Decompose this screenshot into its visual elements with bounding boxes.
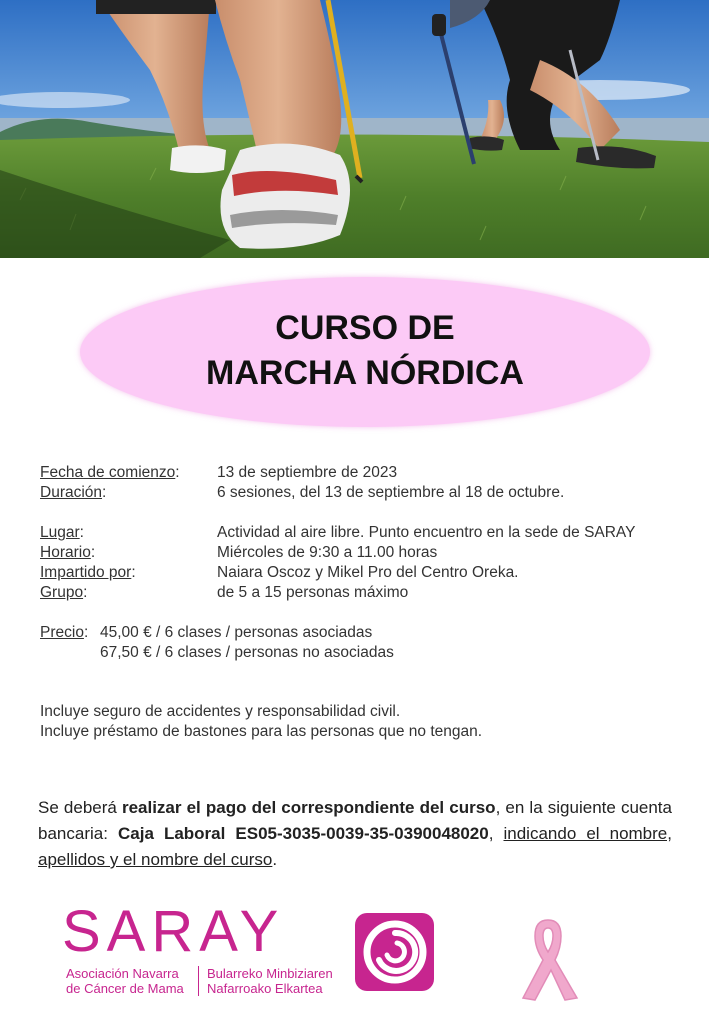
- payment-instructions: indicando el nombre, apellidos y el nombre del curso: [38, 824, 672, 869]
- title-line-1: CURSO DE: [275, 309, 455, 347]
- assoc-eu-line-2: Nafarroako Elkartea: [207, 981, 323, 996]
- lugar-row-label: Lugar:: [40, 524, 84, 541]
- payment-text-2: , en la siguiente cuenta bancaria:: [38, 798, 672, 843]
- lugar-value: Actividad al aire libre. Punto encuentro en la sede de SARAY: [217, 524, 636, 541]
- fecha-value: 13 de septiembre de 2023: [217, 464, 398, 481]
- nordic-walking-photo: [0, 0, 709, 258]
- duracion-label: Duración: [40, 484, 103, 501]
- page-title: [80, 306, 650, 396]
- grupo-value: de 5 a 15 personas máximo: [217, 584, 409, 601]
- horario-row-label: Horario:: [40, 544, 96, 561]
- duracion-row-label: Duración:: [40, 484, 107, 501]
- payment-text-1: Se deberá: [38, 798, 122, 817]
- precio-row-label: Precio:: [40, 624, 89, 641]
- payment-paragraph: [38, 795, 672, 873]
- payment-text-3: ,: [488, 824, 504, 843]
- grupo-row-label: Grupo:: [40, 584, 88, 601]
- bank-account: Caja Laboral ES05-3035-0039-35-0390048020: [117, 824, 489, 843]
- assoc-eu-line-1: Bularreko Minbiziaren: [207, 966, 333, 981]
- fecha-label: Fecha de comienzo: [40, 464, 176, 481]
- duracion-value: 6 sesiones, del 13 de septiembre al 18 de octubre.: [217, 484, 565, 501]
- assoc-es-line-1: Asociación Navarra: [66, 966, 179, 981]
- includes-line-1: Incluye seguro de accidentes y responsabilidad civil.: [40, 703, 401, 720]
- lugar-label: Lugar: [40, 524, 80, 541]
- fecha-row-label: Fecha de comienzo:: [40, 464, 180, 481]
- assoc-divider: [198, 966, 199, 996]
- title-line-2: MARCHA NÓRDICA: [206, 354, 524, 392]
- includes-line-2: Incluye préstamo de bastones para las personas que no tengan.: [40, 723, 483, 740]
- impartido-label: Impartido por: [40, 564, 132, 581]
- payment-bold-1: realizar el pago del correspondiente del curso: [121, 798, 496, 817]
- impartido-value: Naiara Oscoz y Mikel Pro del Centro Oreka.: [217, 564, 519, 581]
- payment-text-4: .: [272, 850, 278, 869]
- horario-value: Miércoles de 9:30 a 11.00 horas: [217, 544, 438, 561]
- horario-label: Horario: [40, 544, 91, 561]
- assoc-eu: [207, 966, 333, 996]
- precio-label: Precio: [40, 624, 84, 641]
- pink-ribbon-icon: [515, 914, 581, 1007]
- assoc-es: [66, 966, 184, 996]
- saray-logo-text: SARAY: [62, 899, 285, 964]
- hero-photo: [0, 0, 709, 258]
- precio-line-1: 45,00 € / 6 clases / personas asociadas: [100, 624, 373, 641]
- impartido-row-label: Impartido por:: [40, 564, 136, 581]
- assoc-es-line-2: de Cáncer de Mama: [66, 981, 184, 996]
- saray-swirl-icon: [355, 913, 434, 991]
- grupo-label: Grupo: [40, 584, 84, 601]
- precio-line-2: 67,50 € / 6 clases / personas no asociadas: [100, 644, 394, 661]
